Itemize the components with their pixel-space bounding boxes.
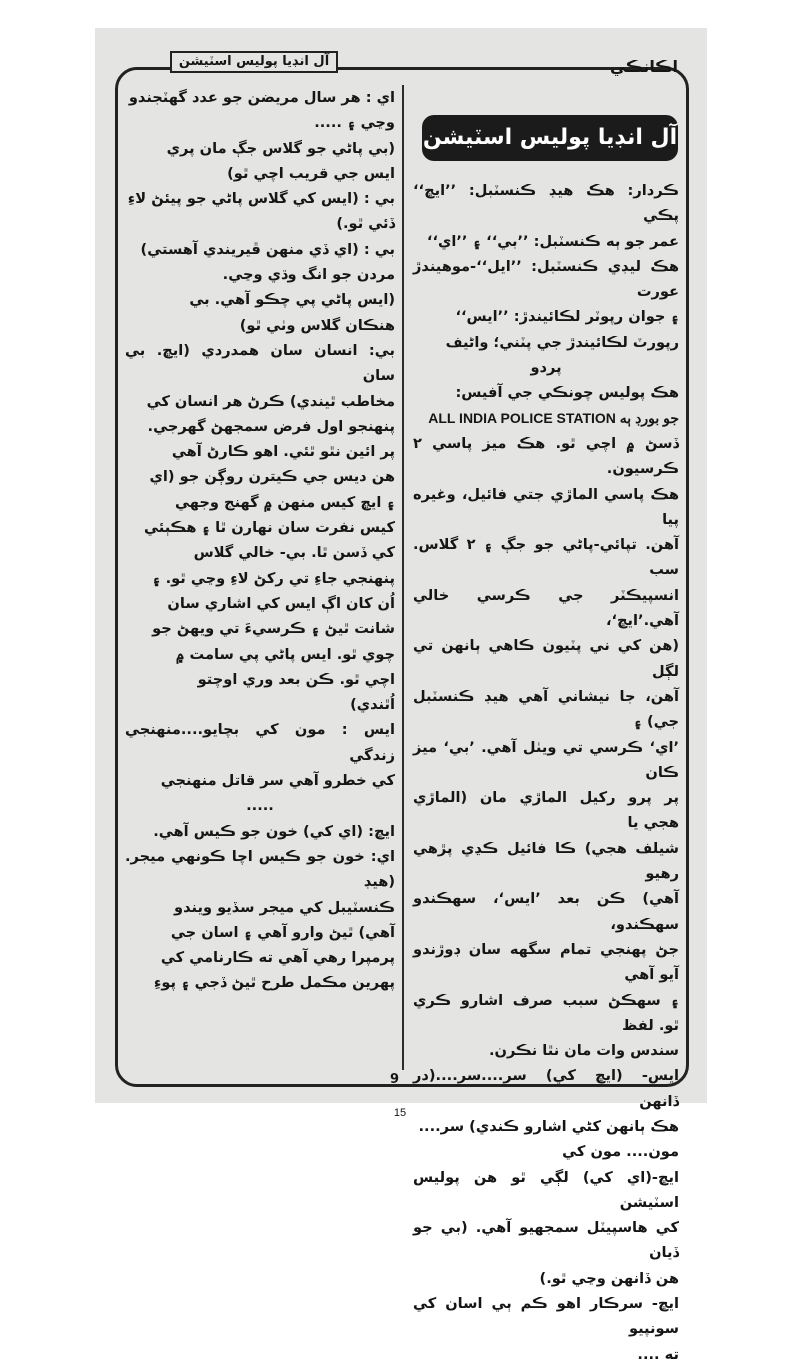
text-line: هن ديس جي ڪيترن روڳن جو (اي bbox=[149, 468, 395, 486]
text-line: ايڇ: (اي کي) خون جو ڪيس آهي. bbox=[153, 822, 395, 840]
text-line: بي : (ايس کي گلاس پاڻي جو پيئڻ لاءِ bbox=[127, 190, 395, 208]
pdf-page-number: 15 bbox=[393, 1107, 407, 1119]
play-title: آل انڊيا پوليس اسٽيشن bbox=[422, 115, 678, 161]
text-line: پر ائين نٿو ٿئي. اهو ڪارڻ آهي bbox=[171, 443, 395, 461]
text-line: انسپيڪٽر جي ڪرسي خالي آهي.’ايڇ‘، bbox=[413, 586, 679, 630]
text-line: پنهنجي جاءِ تي رکڻ لاءِ وڃي ٿو. ۽ bbox=[151, 569, 395, 587]
text-line: اي : هر سال مريضن جو عدد گهٽجندو bbox=[128, 89, 395, 106]
text-line: رپورٽ لڪائيندڙ جي پٽني؛ واڻيف bbox=[445, 333, 679, 351]
text-line: ايس جي قريب اچي ٿو) bbox=[227, 164, 395, 182]
right-column-text bbox=[413, 178, 679, 1367]
text-line: ’اي‘ ڪرسي تي ويٺل آهي. ’بي‘ ميز ڪان bbox=[413, 738, 679, 781]
text-line: ۽ سهڪڻ سبب صرف اشارو ڪري ٿو. لفظ bbox=[413, 991, 679, 1034]
text-line: بي: انسان سان همدردي (ايڇ. بي سان bbox=[125, 341, 395, 385]
text-line: ..... bbox=[246, 797, 274, 815]
text-line: ايڇ-(اي کي) لڳي ٿو هن پوليس اسٽيشن bbox=[413, 1168, 679, 1211]
text-line: شيلف هجي) ڪا فائيل ڪڍي پڙهي رهيو bbox=[413, 839, 679, 883]
text-line: وڃي ۽ ..... bbox=[314, 114, 395, 132]
text-line: کي خطرو آهي سر قاتل منهنجي bbox=[160, 772, 395, 790]
text-line: هڪ پوليس چونڪي جي آفيس: bbox=[455, 384, 679, 402]
left-column-text bbox=[125, 85, 395, 996]
text-line: کي ڏسن ٿا. بي- خالي گلاس bbox=[193, 544, 395, 562]
text-line: ڏئي ٿو.) bbox=[336, 215, 395, 233]
text-line: پرمپرا رهي آهي ته ڪارنامي کي bbox=[160, 949, 395, 967]
text-line: آهن. تپائي-پاڻي جو جڳ ۽ ٢ گلاس. سب bbox=[413, 536, 679, 579]
text-line: چوي ٿو. ايس پاڻي پي سامت ۾ bbox=[175, 645, 395, 663]
text-line: ۽ جوان رپوٽر لڪائيندڙ: ’’ايس‘‘ bbox=[455, 308, 679, 326]
text-line: مردن جو انگ وڌي وڃي. bbox=[222, 266, 395, 284]
text-line: کي هاسپيٽل سمجهيو آهي. (بي جو ڏيان bbox=[413, 1219, 679, 1262]
stage-direction-heading: پردو bbox=[530, 359, 562, 377]
text-line: ڏسڻ ۾ اچي ٿو. هڪ ميز پاسي ٢ ڪرسيون. bbox=[413, 434, 679, 478]
text-line: (ايس پاڻي پي چڪو آهي. بي bbox=[189, 291, 395, 309]
text-line: آهن، جا نيشاني آهي هيڊ ڪنسٽبل جي) ۽ bbox=[413, 687, 679, 731]
running-header-title: آل انڊيا پوليس اسٽيشن bbox=[170, 51, 338, 73]
text-line: هڪ ٻانهن کڻي اشارو ڪندي) سر.... bbox=[418, 1117, 679, 1135]
text-line: هن ڏانهن وڃي ٿو.) bbox=[539, 1269, 679, 1287]
text-line: هڪ پاسي الماڙي جتي فائيل، وغيره پيا bbox=[413, 485, 679, 528]
text-line: پر پرو رکيل الماڙي مان (الماڙي هجي يا bbox=[413, 789, 679, 832]
text-line: شانت ٿيڻ ۽ ڪرسيءَ تي ويهڻ جو bbox=[152, 620, 395, 638]
text-line: جڻ پهنجي تمام سگهه سان ڊوڙندو آيو آهي bbox=[413, 940, 679, 984]
text-line: ايس : مون کي بچايو....منهنجي زندگي bbox=[125, 721, 395, 764]
text-line: اي: خون جو ڪيس اچا ڪونهي ميجر. (هيڊ bbox=[125, 847, 395, 891]
text-line: سندس وات مان نٿا نڪرن. bbox=[488, 1042, 679, 1060]
text-line: ايس- (ايڇ کي) سر....سر....(در ڏانهن bbox=[413, 1067, 679, 1110]
text-line: اُٿندي) bbox=[350, 696, 395, 714]
text-line: ايڇ- سرڪار اهو ڪم ٻي اسان کي سونپيو bbox=[413, 1295, 679, 1338]
text-line: پنهنجو اول فرض سمجهڻ گهرجي. bbox=[147, 417, 395, 435]
text-line: ALL INDIA POLICE STATION جو بورڊ ٻه bbox=[428, 409, 679, 426]
text-line: هنڪان گلاس وٺي ٿو) bbox=[239, 316, 395, 334]
text-line: (بي پاڻي جو گلاس جڳ مان پري bbox=[166, 139, 395, 157]
text-line: آهي) ڪن بعد ’ايس‘، سهڪندو سهڪندو، bbox=[413, 890, 679, 933]
text-line: کيس نفرت سان نهارن ٿا ۽ هڪٻئي bbox=[144, 519, 395, 537]
text-line: بي : (اي ڏي منهن ڦيريندي آهستي) bbox=[140, 240, 395, 258]
text-line: ڪردار: هڪ هيڊ ڪنسٽبل: ’’ايڇ‘‘ پڪي bbox=[413, 182, 679, 225]
text-line: هڪ ليڊي ڪنسٽبل: ’’ايل‘‘-موهيندڙ عورت bbox=[413, 257, 679, 301]
text-line: مخاطب ٿيندي) ڪرڻ هر انسان کي bbox=[146, 392, 395, 410]
text-line: ڪنسٽيبل کي ميجر سڏيو ويندو bbox=[174, 898, 395, 916]
text-line: ۽ ايڇ کيس منهن ۾ گهنج وجهي bbox=[174, 493, 395, 511]
text-line: اچي ٿو. ڪن بعد وري اوچتو bbox=[197, 670, 395, 688]
text-line: پهرين مڪمل طرح ٿيڻ ڏجي ۽ پوءِ bbox=[153, 974, 395, 992]
column-divider bbox=[402, 85, 404, 1070]
text-line: آهي) ٿيڻ وارو آهي ۽ اسان جي bbox=[170, 923, 395, 941]
text-line: عمر جو ٻه ڪنسٽبل: ’’بي‘‘ ۽ ’’اي‘‘ bbox=[426, 232, 679, 250]
text-line: اُن کان اڳ ايس کي اشاري سان bbox=[167, 594, 395, 612]
text-line: (هن کي ني پٽيون ڪاهي ٻانهن تي لڳل bbox=[413, 637, 679, 680]
text-line: ته .... bbox=[637, 1345, 679, 1363]
page-number: 9 bbox=[390, 1072, 400, 1087]
section-label: اڪانڪي bbox=[609, 57, 678, 76]
text-line: مون.... مون کي bbox=[562, 1143, 679, 1161]
